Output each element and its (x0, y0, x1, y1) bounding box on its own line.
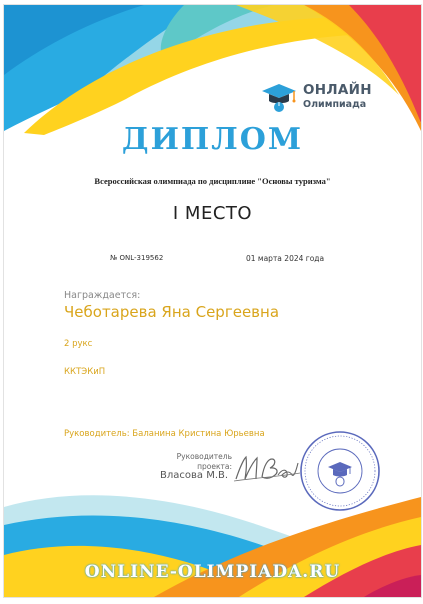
diploma-page (3, 4, 422, 598)
website-url: ONLINE-OLIMPIADA.RU (84, 562, 341, 582)
handwritten-signature (232, 449, 302, 485)
diploma-date: 01 марта 2024 года (246, 254, 325, 263)
top-wave-decoration (4, 5, 421, 135)
place-award: I МЕСТО (172, 203, 253, 224)
brand-logo (258, 81, 372, 115)
supervisor-line: Руководитель: Баланина Кристина Юрьевна (64, 429, 265, 439)
graduation-cap-mouse-icon (258, 81, 300, 113)
diploma-title: ДИПЛОМ (121, 122, 304, 157)
project-head-label: Руководитель проекта: (176, 452, 232, 471)
recipient-name: Чеботарева Яна Сергеевна (64, 303, 280, 321)
awarded-label: Награждается: (64, 290, 141, 301)
recipient-organization: ККТЭКиП (64, 367, 106, 377)
recipient-class: 2 рукс (64, 339, 93, 349)
official-stamp (298, 429, 382, 513)
olympiad-subtitle: Всероссийская олимпиада по дисциплине "Основы туризма" (94, 176, 331, 186)
project-head-name: Власова М.В. (160, 470, 229, 481)
diploma-number: № ONL-319562 (110, 254, 164, 262)
brand-title: ОНЛАЙН (303, 82, 372, 98)
brand-subtitle: Олимпиада (303, 99, 367, 110)
